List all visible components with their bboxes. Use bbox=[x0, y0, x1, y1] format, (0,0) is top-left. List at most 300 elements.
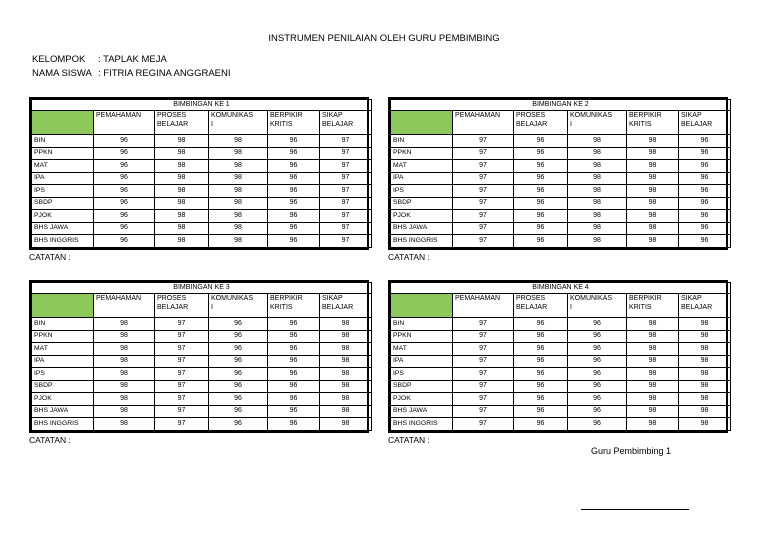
score-cell: 96 bbox=[514, 318, 568, 331]
column-header-row bbox=[391, 294, 731, 318]
score-cell: 98 bbox=[627, 418, 679, 431]
table-row bbox=[391, 418, 731, 431]
subject-cell: BHS JAWA bbox=[391, 405, 453, 418]
column-header-line1: PEMAHAMAN bbox=[96, 295, 142, 302]
score-cell: 96 bbox=[679, 235, 731, 248]
table-title-row bbox=[391, 100, 731, 111]
score-cell: 97 bbox=[320, 135, 372, 148]
score-cell: 98 bbox=[627, 185, 679, 198]
score-cell: 98 bbox=[94, 418, 155, 431]
score-cell: 97 bbox=[155, 368, 209, 381]
score-cell: 96 bbox=[514, 160, 568, 173]
score-cell: 96 bbox=[514, 343, 568, 356]
score-cell: 96 bbox=[514, 235, 568, 248]
score-cell: 97 bbox=[453, 235, 514, 248]
table-row bbox=[32, 235, 372, 248]
table-row bbox=[391, 235, 731, 248]
score-cell: 96 bbox=[268, 343, 320, 356]
score-cell: 97 bbox=[320, 160, 372, 173]
score-cell: 98 bbox=[320, 355, 372, 368]
table-row bbox=[391, 185, 731, 198]
header-green-cell bbox=[391, 111, 453, 135]
score-cell: 98 bbox=[209, 147, 268, 160]
table-row bbox=[391, 147, 731, 160]
score-cell: 96 bbox=[268, 355, 320, 368]
column-header-line2: BELAJAR bbox=[157, 120, 189, 128]
table-row bbox=[391, 172, 731, 185]
score-cell: 96 bbox=[568, 368, 627, 381]
header-green-cell bbox=[32, 111, 94, 135]
score-cell: 97 bbox=[155, 380, 209, 393]
score-cell: 96 bbox=[94, 135, 155, 148]
score-cell: 98 bbox=[209, 197, 268, 210]
column-header-line2: BELAJAR bbox=[322, 303, 354, 311]
score-cell: 97 bbox=[453, 318, 514, 331]
score-cell: 96 bbox=[268, 418, 320, 431]
subject-cell: BHS INGGRIS bbox=[32, 418, 94, 431]
score-cell: 97 bbox=[155, 355, 209, 368]
kelompok-row bbox=[32, 54, 167, 65]
score-cell: 96 bbox=[94, 160, 155, 173]
subject-cell: BIN bbox=[391, 318, 453, 331]
table-row bbox=[32, 368, 372, 381]
score-cell: 97 bbox=[320, 172, 372, 185]
score-cell: 98 bbox=[568, 197, 627, 210]
score-cell: 98 bbox=[209, 235, 268, 248]
score-cell: 98 bbox=[94, 355, 155, 368]
subject-cell: SBDP bbox=[32, 197, 94, 210]
subject-cell: IPS bbox=[391, 185, 453, 198]
table-frame bbox=[388, 280, 728, 433]
table-row bbox=[391, 222, 731, 235]
score-cell: 96 bbox=[268, 197, 320, 210]
subject-cell: MAT bbox=[391, 343, 453, 356]
score-cell: 96 bbox=[514, 210, 568, 223]
column-header bbox=[155, 294, 209, 318]
table-row bbox=[391, 160, 731, 173]
score-cell: 96 bbox=[268, 368, 320, 381]
subject-cell: SBDP bbox=[391, 380, 453, 393]
signature-line bbox=[581, 509, 689, 510]
table-frame bbox=[29, 97, 369, 250]
column-header-line1: BERPIKIR bbox=[270, 295, 303, 302]
score-cell: 96 bbox=[568, 330, 627, 343]
column-header-line1: SIKAP bbox=[681, 295, 702, 302]
column-header-line1: PEMAHAMAN bbox=[96, 112, 142, 119]
score-cell: 97 bbox=[320, 197, 372, 210]
column-header bbox=[514, 111, 568, 135]
score-cell: 98 bbox=[94, 393, 155, 406]
score-cell: 96 bbox=[679, 160, 731, 173]
nama-siswa-label: NAMA SISWA bbox=[32, 68, 92, 79]
score-cell: 97 bbox=[453, 330, 514, 343]
score-cell: 96 bbox=[514, 197, 568, 210]
column-header bbox=[209, 294, 268, 318]
score-cell: 96 bbox=[94, 185, 155, 198]
subject-cell: PPKN bbox=[391, 330, 453, 343]
table-row bbox=[32, 135, 372, 148]
score-cell: 98 bbox=[320, 330, 372, 343]
score-cell: 98 bbox=[568, 172, 627, 185]
score-cell: 96 bbox=[679, 147, 731, 160]
score-cell: 98 bbox=[155, 135, 209, 148]
column-header-line1: PROSES bbox=[157, 295, 187, 302]
score-table bbox=[390, 282, 731, 431]
subject-cell: PPKN bbox=[32, 330, 94, 343]
subject-cell: PJOK bbox=[391, 393, 453, 406]
score-cell: 96 bbox=[268, 160, 320, 173]
score-cell: 98 bbox=[679, 355, 731, 368]
score-cell: 96 bbox=[568, 355, 627, 368]
kelompok-value: : TAPLAK MEJA bbox=[98, 54, 167, 65]
score-cell: 98 bbox=[94, 380, 155, 393]
subject-cell: BIN bbox=[32, 135, 94, 148]
score-cell: 96 bbox=[209, 318, 268, 331]
table-row bbox=[391, 368, 731, 381]
table-row bbox=[32, 160, 372, 173]
score-cell: 96 bbox=[268, 172, 320, 185]
subject-cell: BHS INGGRIS bbox=[391, 235, 453, 248]
score-cell: 98 bbox=[568, 160, 627, 173]
table-row bbox=[32, 355, 372, 368]
column-header-line2: BELAJAR bbox=[681, 120, 713, 128]
table-row bbox=[32, 393, 372, 406]
column-header-line1: PEMAHAMAN bbox=[455, 112, 501, 119]
score-cell: 96 bbox=[209, 380, 268, 393]
table-row bbox=[391, 330, 731, 343]
table-row bbox=[391, 197, 731, 210]
subject-cell: MAT bbox=[32, 343, 94, 356]
score-cell: 96 bbox=[268, 147, 320, 160]
score-cell: 96 bbox=[209, 405, 268, 418]
column-header-row bbox=[32, 294, 372, 318]
score-cell: 96 bbox=[268, 380, 320, 393]
column-header-line1: KOMUNIKAS bbox=[570, 112, 613, 119]
score-cell: 96 bbox=[94, 147, 155, 160]
column-header-line1: SIKAP bbox=[322, 295, 343, 302]
catatan-label: CATATAN : bbox=[29, 251, 71, 262]
column-header-line2: KRITIS bbox=[629, 303, 652, 311]
table-bimbingan-4 bbox=[388, 280, 728, 445]
column-header bbox=[94, 111, 155, 135]
table-row bbox=[391, 380, 731, 393]
table-row bbox=[32, 185, 372, 198]
subject-cell: SBDP bbox=[391, 197, 453, 210]
score-cell: 98 bbox=[568, 222, 627, 235]
score-cell: 98 bbox=[568, 185, 627, 198]
signature-label: Guru Pembimbing 1 bbox=[591, 446, 672, 456]
column-header bbox=[453, 111, 514, 135]
subject-cell: IPS bbox=[32, 185, 94, 198]
table-bimbingan-1 bbox=[29, 97, 369, 262]
column-header-line2: I bbox=[211, 120, 213, 128]
column-header bbox=[155, 111, 209, 135]
score-cell: 96 bbox=[94, 235, 155, 248]
score-cell: 97 bbox=[155, 318, 209, 331]
score-cell: 96 bbox=[209, 393, 268, 406]
table-row bbox=[32, 222, 372, 235]
score-cell: 96 bbox=[268, 210, 320, 223]
subject-cell: PJOK bbox=[391, 210, 453, 223]
nama-siswa-row bbox=[32, 68, 231, 79]
score-cell: 98 bbox=[679, 405, 731, 418]
page-title: INSTRUMEN PENILAIAN OLEH GURU PEMBIMBING bbox=[268, 33, 500, 44]
score-cell: 98 bbox=[568, 210, 627, 223]
score-cell: 97 bbox=[155, 330, 209, 343]
score-cell: 98 bbox=[679, 343, 731, 356]
score-cell: 97 bbox=[453, 380, 514, 393]
table-row bbox=[391, 343, 731, 356]
catatan-label: CATATAN : bbox=[29, 434, 71, 445]
score-cell: 96 bbox=[568, 393, 627, 406]
score-cell: 97 bbox=[155, 418, 209, 431]
score-cell: 96 bbox=[514, 330, 568, 343]
catatan-label: CATATAN : bbox=[388, 434, 430, 445]
column-header bbox=[453, 294, 514, 318]
score-cell: 96 bbox=[514, 185, 568, 198]
score-cell: 98 bbox=[320, 343, 372, 356]
column-header bbox=[679, 294, 731, 318]
column-header bbox=[209, 111, 268, 135]
table-row bbox=[391, 405, 731, 418]
table-title-row bbox=[391, 283, 731, 294]
kelompok-label: KELOMPOK bbox=[32, 54, 86, 65]
table-row bbox=[32, 405, 372, 418]
score-cell: 98 bbox=[320, 318, 372, 331]
table-row bbox=[32, 147, 372, 160]
subject-cell: IPA bbox=[32, 172, 94, 185]
subject-cell: IPA bbox=[391, 172, 453, 185]
score-cell: 98 bbox=[627, 222, 679, 235]
score-cell: 96 bbox=[568, 418, 627, 431]
score-cell: 97 bbox=[453, 185, 514, 198]
score-cell: 98 bbox=[320, 380, 372, 393]
score-cell: 98 bbox=[627, 355, 679, 368]
score-cell: 97 bbox=[320, 210, 372, 223]
score-cell: 97 bbox=[453, 343, 514, 356]
column-header-line1: KOMUNIKAS bbox=[570, 295, 613, 302]
column-header-line1: BERPIKIR bbox=[629, 295, 662, 302]
nama-siswa-value: : FITRIA REGINA ANGGRAENI bbox=[98, 68, 231, 79]
score-cell: 96 bbox=[94, 222, 155, 235]
score-cell: 98 bbox=[209, 172, 268, 185]
subject-cell: PJOK bbox=[32, 210, 94, 223]
column-header-line1: PROSES bbox=[157, 112, 187, 119]
score-cell: 98 bbox=[155, 147, 209, 160]
score-cell: 98 bbox=[209, 135, 268, 148]
table-row bbox=[391, 210, 731, 223]
column-header-line2: KRITIS bbox=[270, 120, 293, 128]
score-cell: 97 bbox=[453, 210, 514, 223]
subject-cell: PPKN bbox=[32, 147, 94, 160]
score-cell: 98 bbox=[627, 135, 679, 148]
score-cell: 98 bbox=[679, 393, 731, 406]
score-table bbox=[31, 282, 372, 431]
score-cell: 98 bbox=[209, 185, 268, 198]
score-cell: 96 bbox=[679, 185, 731, 198]
subject-cell: PJOK bbox=[32, 393, 94, 406]
table-row bbox=[391, 355, 731, 368]
score-cell: 98 bbox=[209, 160, 268, 173]
score-cell: 96 bbox=[209, 418, 268, 431]
column-header-line1: PROSES bbox=[516, 112, 546, 119]
column-header-line2: I bbox=[211, 303, 213, 311]
score-cell: 98 bbox=[209, 210, 268, 223]
column-header-line2: KRITIS bbox=[629, 120, 652, 128]
score-cell: 98 bbox=[209, 222, 268, 235]
score-cell: 97 bbox=[453, 418, 514, 431]
score-cell: 96 bbox=[94, 210, 155, 223]
subject-cell: BHS JAWA bbox=[32, 222, 94, 235]
score-table bbox=[31, 99, 372, 248]
table-frame bbox=[388, 97, 728, 250]
score-cell: 96 bbox=[514, 393, 568, 406]
table-row bbox=[32, 343, 372, 356]
score-cell: 97 bbox=[453, 355, 514, 368]
subject-cell: IPS bbox=[391, 368, 453, 381]
score-cell: 96 bbox=[514, 222, 568, 235]
column-header bbox=[94, 294, 155, 318]
score-cell: 98 bbox=[627, 405, 679, 418]
score-cell: 98 bbox=[627, 160, 679, 173]
table-frame bbox=[29, 280, 369, 433]
score-cell: 98 bbox=[627, 318, 679, 331]
column-header bbox=[320, 294, 372, 318]
score-cell: 96 bbox=[268, 222, 320, 235]
score-cell: 96 bbox=[268, 393, 320, 406]
subject-cell: BHS INGGRIS bbox=[32, 235, 94, 248]
score-cell: 98 bbox=[320, 418, 372, 431]
subject-cell: BHS INGGRIS bbox=[391, 418, 453, 431]
score-cell: 98 bbox=[155, 197, 209, 210]
score-cell: 97 bbox=[155, 405, 209, 418]
subject-cell: BHS JAWA bbox=[391, 222, 453, 235]
score-cell: 97 bbox=[453, 172, 514, 185]
table-row bbox=[32, 330, 372, 343]
column-header-line1: KOMUNIKAS bbox=[211, 112, 254, 119]
column-header-line2: BELAJAR bbox=[157, 303, 189, 311]
score-cell: 96 bbox=[514, 172, 568, 185]
score-cell: 97 bbox=[453, 147, 514, 160]
table-title: BIMBINGAN KE 2 bbox=[391, 100, 731, 111]
column-header-line1: SIKAP bbox=[322, 112, 343, 119]
score-cell: 98 bbox=[627, 368, 679, 381]
score-cell: 96 bbox=[268, 330, 320, 343]
header-green-cell bbox=[391, 294, 453, 318]
score-cell: 98 bbox=[94, 318, 155, 331]
score-cell: 98 bbox=[627, 210, 679, 223]
column-header-line2: BELAJAR bbox=[516, 120, 548, 128]
subject-cell: IPA bbox=[32, 355, 94, 368]
table-row bbox=[32, 418, 372, 431]
score-cell: 97 bbox=[453, 135, 514, 148]
score-cell: 96 bbox=[514, 147, 568, 160]
score-cell: 98 bbox=[679, 368, 731, 381]
score-cell: 98 bbox=[627, 330, 679, 343]
score-cell: 98 bbox=[627, 380, 679, 393]
score-cell: 96 bbox=[514, 380, 568, 393]
score-cell: 96 bbox=[268, 235, 320, 248]
score-cell: 96 bbox=[268, 318, 320, 331]
score-cell: 96 bbox=[514, 405, 568, 418]
score-cell: 96 bbox=[209, 330, 268, 343]
score-cell: 98 bbox=[320, 393, 372, 406]
column-header bbox=[679, 111, 731, 135]
score-cell: 98 bbox=[679, 330, 731, 343]
score-cell: 97 bbox=[453, 197, 514, 210]
score-cell: 96 bbox=[268, 135, 320, 148]
table-row bbox=[32, 380, 372, 393]
score-cell: 96 bbox=[679, 222, 731, 235]
table-row bbox=[32, 318, 372, 331]
column-header-line2: I bbox=[570, 303, 572, 311]
subject-cell: IPS bbox=[32, 368, 94, 381]
column-header bbox=[514, 294, 568, 318]
column-header-line1: PEMAHAMAN bbox=[455, 295, 501, 302]
score-cell: 96 bbox=[209, 368, 268, 381]
score-cell: 97 bbox=[453, 405, 514, 418]
score-cell: 98 bbox=[627, 172, 679, 185]
score-cell: 96 bbox=[209, 343, 268, 356]
score-cell: 98 bbox=[155, 210, 209, 223]
score-cell: 98 bbox=[679, 318, 731, 331]
column-header bbox=[627, 294, 679, 318]
table-title: BIMBINGAN KE 3 bbox=[32, 283, 372, 294]
table-title: BIMBINGAN KE 4 bbox=[391, 283, 731, 294]
catatan-label: CATATAN : bbox=[388, 251, 430, 262]
table-row bbox=[391, 393, 731, 406]
column-header-line2: BELAJAR bbox=[681, 303, 713, 311]
score-cell: 98 bbox=[94, 330, 155, 343]
score-cell: 98 bbox=[627, 235, 679, 248]
score-table bbox=[390, 99, 731, 248]
score-cell: 96 bbox=[268, 185, 320, 198]
score-cell: 96 bbox=[568, 343, 627, 356]
score-cell: 97 bbox=[155, 343, 209, 356]
table-row bbox=[391, 135, 731, 148]
table-row bbox=[32, 197, 372, 210]
subject-cell: BIN bbox=[32, 318, 94, 331]
column-header bbox=[627, 111, 679, 135]
score-cell: 98 bbox=[679, 380, 731, 393]
column-header-line1: KOMUNIKAS bbox=[211, 295, 254, 302]
column-header-line1: PROSES bbox=[516, 295, 546, 302]
table-row bbox=[32, 210, 372, 223]
score-cell: 97 bbox=[453, 160, 514, 173]
table-bimbingan-3 bbox=[29, 280, 369, 445]
score-cell: 96 bbox=[679, 135, 731, 148]
score-cell: 98 bbox=[568, 235, 627, 248]
column-header-line1: SIKAP bbox=[681, 112, 702, 119]
table-row bbox=[32, 172, 372, 185]
score-cell: 96 bbox=[568, 318, 627, 331]
score-cell: 98 bbox=[155, 222, 209, 235]
score-cell: 98 bbox=[627, 393, 679, 406]
score-cell: 97 bbox=[453, 393, 514, 406]
score-cell: 98 bbox=[155, 160, 209, 173]
score-cell: 98 bbox=[94, 405, 155, 418]
score-cell: 96 bbox=[568, 380, 627, 393]
table-title: BIMBINGAN KE 1 bbox=[32, 100, 372, 111]
score-cell: 96 bbox=[568, 405, 627, 418]
score-cell: 98 bbox=[155, 185, 209, 198]
subject-cell: BIN bbox=[391, 135, 453, 148]
header-green-cell bbox=[32, 294, 94, 318]
table-bimbingan-2 bbox=[388, 97, 728, 262]
score-cell: 97 bbox=[320, 222, 372, 235]
subject-cell: BHS JAWA bbox=[32, 405, 94, 418]
score-cell: 97 bbox=[453, 368, 514, 381]
